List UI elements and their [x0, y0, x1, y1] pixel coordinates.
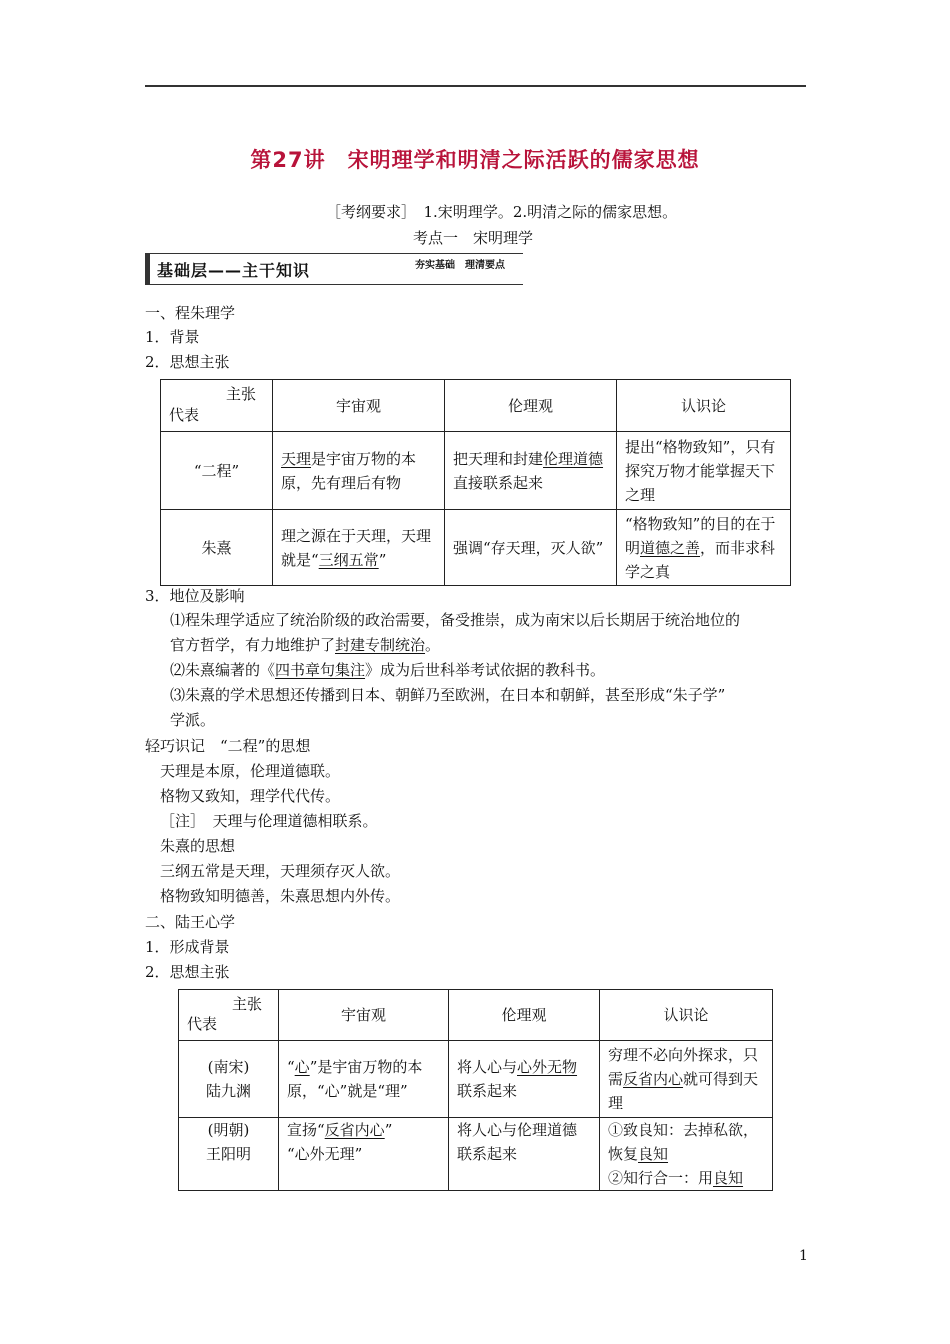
table-cell: “心”是宇宙万物的本原，“心”就是“理”: [279, 1041, 449, 1118]
row-name: (明朝) 王阳明: [179, 1118, 279, 1191]
banner-subtitle: 夯实基础 理清要点: [415, 260, 505, 271]
mnemonic-note: ［注］ 天理与伦理道德相联系。: [160, 812, 378, 830]
syllabus-requirement: ［考纲要求］ 1.宋明理学。2.明清之际的儒家思想。: [326, 203, 678, 221]
paragraph: 官方哲学，有力地维护了封建专制统治。: [170, 636, 441, 654]
corner-top-label: 主张: [225, 385, 256, 403]
paragraph: ⑶朱熹的学术思想还传播到日本、朝鲜乃至欧洲，在日本和朝鲜，甚至形成“朱子学”: [170, 686, 726, 704]
mnemonic-line: 天理是本原，伦理道德联。: [160, 762, 341, 780]
section2-item-ideas: 2．思想主张: [145, 963, 230, 981]
table-cell: 把天理和封建伦理道德直接联系起来: [445, 432, 617, 510]
section2-item-background: 1．形成背景: [145, 938, 230, 956]
column-header-epistemology: 认识论: [617, 380, 791, 432]
table-row: [179, 1118, 773, 1191]
row-name: 朱熹: [161, 510, 273, 586]
table-cell: 将人心与心外无物联系起来: [449, 1041, 600, 1118]
section1-item-ideas: 2．思想主张: [145, 353, 230, 371]
table-cell: 穷理不必向外探求，只需反省内心就可得到天理: [600, 1041, 773, 1118]
table-cell: 提出“格物致知”，只有探究万物才能掌握天下之理: [617, 432, 791, 510]
section1-item-background: 1．背景: [145, 328, 200, 346]
lu-wang-table: [178, 989, 773, 1191]
column-header-cosmology: 宇宙观: [279, 990, 449, 1041]
table-row: [161, 510, 791, 586]
section2-heading: 二、陆王心学: [145, 913, 236, 931]
table-cell: 强调“存天理，灭人欲”: [445, 510, 617, 586]
table-cell: 将人心与伦理道德联系起来: [449, 1118, 600, 1191]
table-corner-cell: [161, 380, 273, 432]
table-row: [161, 432, 791, 510]
header-rule: [145, 85, 806, 87]
mnemonic-line: 朱熹的思想: [160, 837, 236, 855]
banner-title: 基础层——主干知识: [157, 261, 311, 280]
column-header-ethics: 伦理观: [445, 380, 617, 432]
column-header-ethics: 伦理观: [449, 990, 600, 1041]
table-cell: 天理是宇宙万物的本原，先有理后有物: [273, 432, 445, 510]
mnemonic-heading: 轻巧识记 “二程”的思想: [145, 737, 311, 755]
section-banner: [145, 253, 523, 285]
corner-bottom-label: 代表: [169, 406, 200, 424]
mnemonic-line: 三纲五常是天理，天理须存灭人欲。: [160, 862, 401, 880]
section1-heading: 一、程朱理学: [145, 304, 236, 322]
cheng-zhu-table: [160, 379, 791, 586]
table-cell: 宣扬“反省内心” “心外无理”: [279, 1118, 449, 1191]
row-name: (南宋) 陆九渊: [179, 1041, 279, 1118]
column-header-cosmology: 宇宙观: [273, 380, 445, 432]
table-cell: ①致良知：去掉私欲，恢复良知 ②知行合一：用良知: [600, 1118, 773, 1191]
page-title: 第27讲 宋明理学和明清之际活跃的儒家思想: [250, 148, 700, 172]
table-cell: 理之源在于天理，天理就是“三纲五常”: [273, 510, 445, 586]
corner-bottom-label: 代表: [187, 1015, 218, 1033]
paragraph: ⑵朱熹编著的《四书章句集注》成为后世科举考试依据的教科书。: [170, 661, 606, 679]
banner-bar: [145, 254, 150, 284]
column-header-epistemology: 认识论: [600, 990, 773, 1041]
table-corner-cell: [179, 990, 279, 1041]
section1-item-status: 3．地位及影响: [145, 587, 245, 605]
mnemonic-line: 格物致知明德善，朱熹思想内外传。: [160, 887, 401, 905]
table-row: [179, 1041, 773, 1118]
paragraph: 学派。: [170, 711, 216, 729]
paragraph: ⑴程朱理学适应了统治阶级的政治需要，备受推崇，成为南宋以后长期居于统治地位的: [170, 611, 741, 629]
corner-top-label: 主张: [231, 995, 262, 1013]
topic-heading: 考点一 宋明理学: [413, 229, 534, 247]
table-cell: “格物致知”的目的在于明道德之善，而非求科学之真: [617, 510, 791, 586]
page-number: 1: [799, 1248, 808, 1264]
mnemonic-line: 格物又致知，理学代代传。: [160, 787, 341, 805]
row-name: “二程”: [161, 432, 273, 510]
